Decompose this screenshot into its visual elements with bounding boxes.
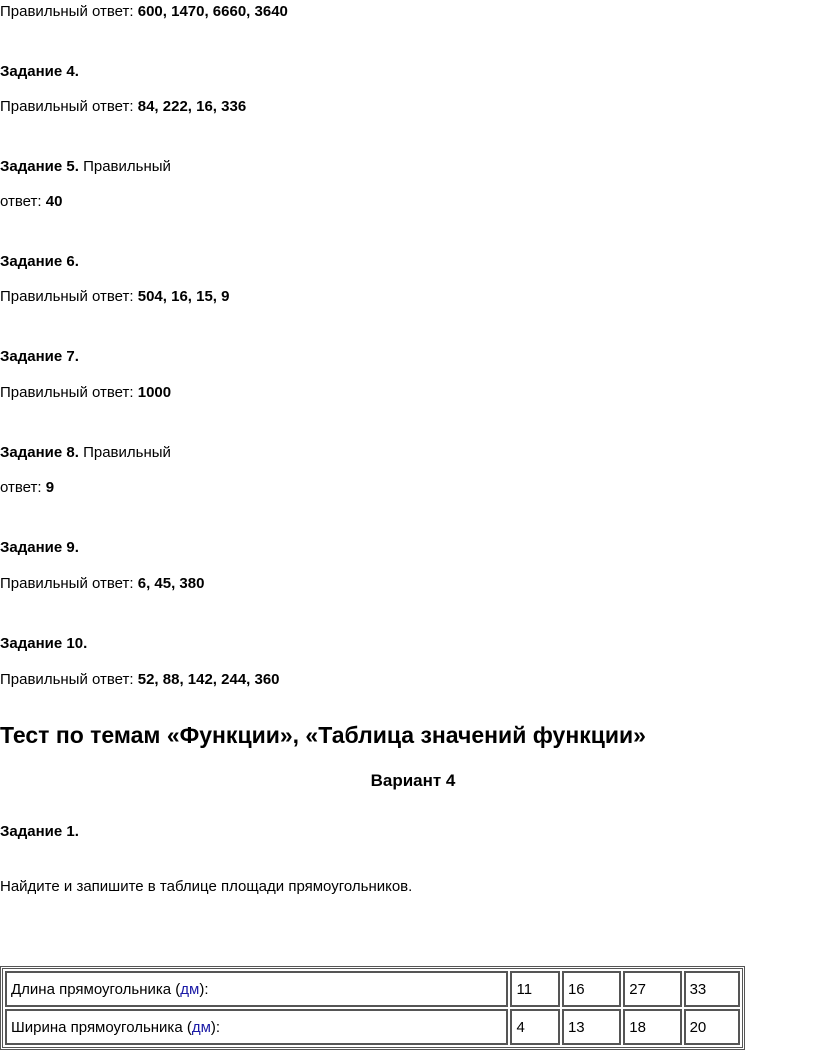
rectangles-table (0, 966, 745, 1050)
table-cell: 27 (623, 971, 681, 1007)
answer-prefix: Правильный ответ: (0, 671, 134, 688)
row-label-length: Длина прямоугольника (дм): (5, 971, 508, 1007)
answer-values: 52, 88, 142, 244, 360 (137, 671, 280, 688)
answer-values: 84, 222, 16, 336 (137, 98, 247, 115)
task-6-answer (0, 287, 229, 307)
answer-otvet-word: ответ: (0, 193, 42, 210)
answer-values: 600, 1470, 6660, 3640 (137, 3, 288, 20)
answer-prefix-word: Правильный (83, 158, 171, 175)
task-4-title: Задание 4. (0, 63, 79, 80)
task-8-line (0, 443, 171, 463)
answer-prefix: Правильный ответ: (0, 575, 134, 592)
test-title: Тест по темам «Функции», «Таблица значений функции» (0, 722, 646, 748)
table-cell: 16 (562, 971, 621, 1007)
task-9-title: Задание 9. (0, 539, 79, 556)
task-8-title: Задание 8. (0, 444, 79, 461)
answer-prefix: Правильный ответ: (0, 3, 134, 20)
task-5-line (0, 157, 171, 177)
table-cell: 20 (684, 1009, 740, 1045)
answer-prefix: Правильный ответ: (0, 384, 134, 401)
task-5-answer (0, 192, 62, 212)
task-1-title: Задание 1. (0, 823, 79, 840)
answer-values: 504, 16, 15, 9 (137, 288, 230, 305)
table-row-width (5, 1009, 740, 1045)
answer-prefix: Правильный ответ: (0, 98, 134, 115)
answer-prefix-word: Правильный (83, 444, 171, 461)
answer-line-top (0, 2, 288, 22)
answer-values: 40 (45, 193, 63, 210)
task-5-title: Задание 5. (0, 158, 79, 175)
variant-heading: Вариант 4 (370, 771, 456, 790)
task-9-answer (0, 574, 204, 594)
row-label-width: Ширина прямоугольника (дм): (5, 1009, 508, 1045)
table-cell: 11 (510, 971, 560, 1007)
task-10-title: Задание 10. (0, 635, 88, 652)
answer-values: 9 (45, 479, 55, 496)
unit-link[interactable]: дм (180, 980, 200, 998)
task-6-title: Задание 6. (0, 253, 79, 270)
answer-values: 6, 45, 380 (137, 575, 205, 592)
task-7-answer (0, 383, 171, 403)
task-1-instruction: Найдите и запишите в таблице площади прямоугольников. (0, 878, 413, 895)
unit-link[interactable]: дм (191, 1018, 211, 1036)
table-cell: 18 (623, 1009, 681, 1045)
task-7-title: Задание 7. (0, 348, 79, 365)
table-cell: 4 (510, 1009, 560, 1045)
table-cell: 33 (684, 971, 740, 1007)
table-cell: 13 (562, 1009, 621, 1045)
answer-prefix: Правильный ответ: (0, 288, 134, 305)
answer-values: 1000 (137, 384, 172, 401)
answer-otvet-word: ответ: (0, 479, 42, 496)
task-8-answer (0, 478, 54, 498)
table-row-length (5, 971, 740, 1007)
task-10-answer (0, 670, 280, 690)
task-4-answer (0, 97, 246, 117)
